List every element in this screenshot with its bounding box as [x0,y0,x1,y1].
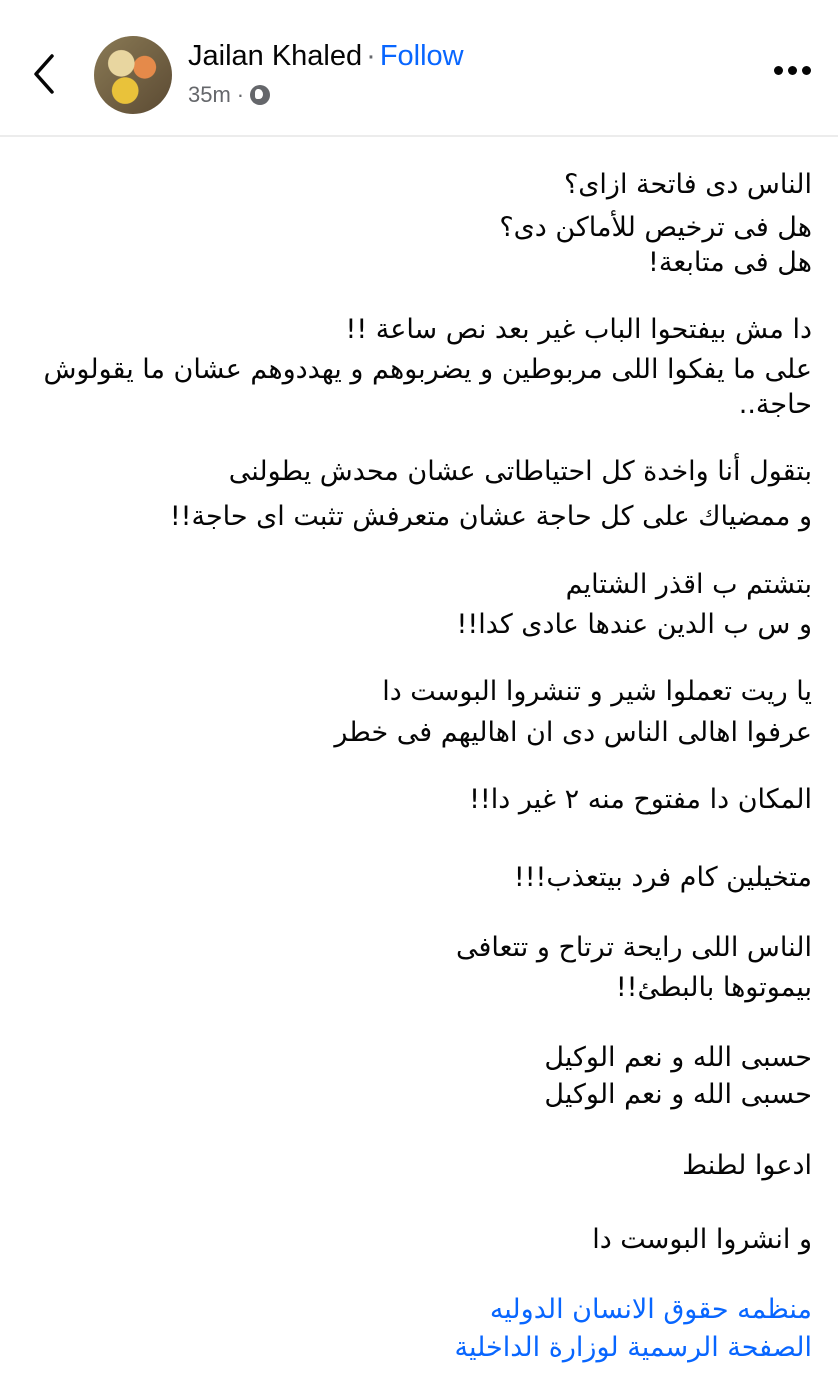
post-line: حسبى الله و نعم الوكيل [544,1042,812,1073]
more-options-button[interactable] [774,66,811,75]
separator: · [236,82,245,107]
globe-icon [250,85,270,105]
separator: · [366,40,376,72]
post-line: حسبى الله و نعم الوكيل [544,1079,812,1110]
post-meta [188,82,270,108]
post-line: متخيلين كام فرد بيتعذب!!! [513,862,812,893]
post-line: حاجة.. [738,389,812,420]
post-line: على ما يفكوا اللى مربوطين و يضربوهم و يهددوهم عشان ما يقولوش [43,354,812,385]
post-line: بتشتم ب اقذر الشتايم [565,569,812,600]
dot-icon [788,66,797,75]
page-tag-link[interactable]: منظمه حقوق الانسان الدوليه [489,1294,812,1325]
back-arrow-icon[interactable] [30,52,60,96]
post-line: الناس اللى رايحة ترتاح و تتعافى [455,932,812,963]
post-line: دا مش بيفتحوا الباب غير بعد نص ساعة !! [345,314,812,345]
author-line [188,40,464,73]
avatar[interactable] [94,36,172,114]
author-name[interactable]: Jailan Khaled [188,40,363,72]
post-line: بيموتوها بالبطئ!! [615,972,812,1003]
post-line: بتقول أنا واخدة كل احتياطاتى عشان محدش يطولنى [228,456,812,487]
post-line: عرفوا اهالى الناس دى ان اهاليهم فى خطر [334,717,812,748]
post-line: و س ب الدين عندها عادى كدا!! [456,609,812,640]
page-tag-link[interactable]: الصفحة الرسمية لوزارة الداخلية [454,1332,812,1363]
post-line: يا ريت تعملوا شير و تنشروا البوست دا [382,676,812,707]
post-line: هل فى متابعة! [648,247,812,278]
follow-button[interactable]: Follow [379,40,464,72]
post-line: المكان دا مفتوح منه ٢ غير دا!! [469,784,812,815]
post-line: هل فى ترخيص للأماكن دى؟ [499,212,812,243]
dot-icon [774,66,783,75]
post-line: و انشروا البوست دا [592,1224,812,1255]
post-line: الناس دى فاتحة ازاى؟ [563,169,812,200]
timestamp[interactable]: 35m [188,82,231,107]
dot-icon [802,66,811,75]
post-line: ادعوا لطنط [682,1150,812,1181]
post-line: و ممضياك على كل حاجة عشان متعرفش تثبت اى حاجة!! [169,501,812,532]
post-header [0,0,838,137]
